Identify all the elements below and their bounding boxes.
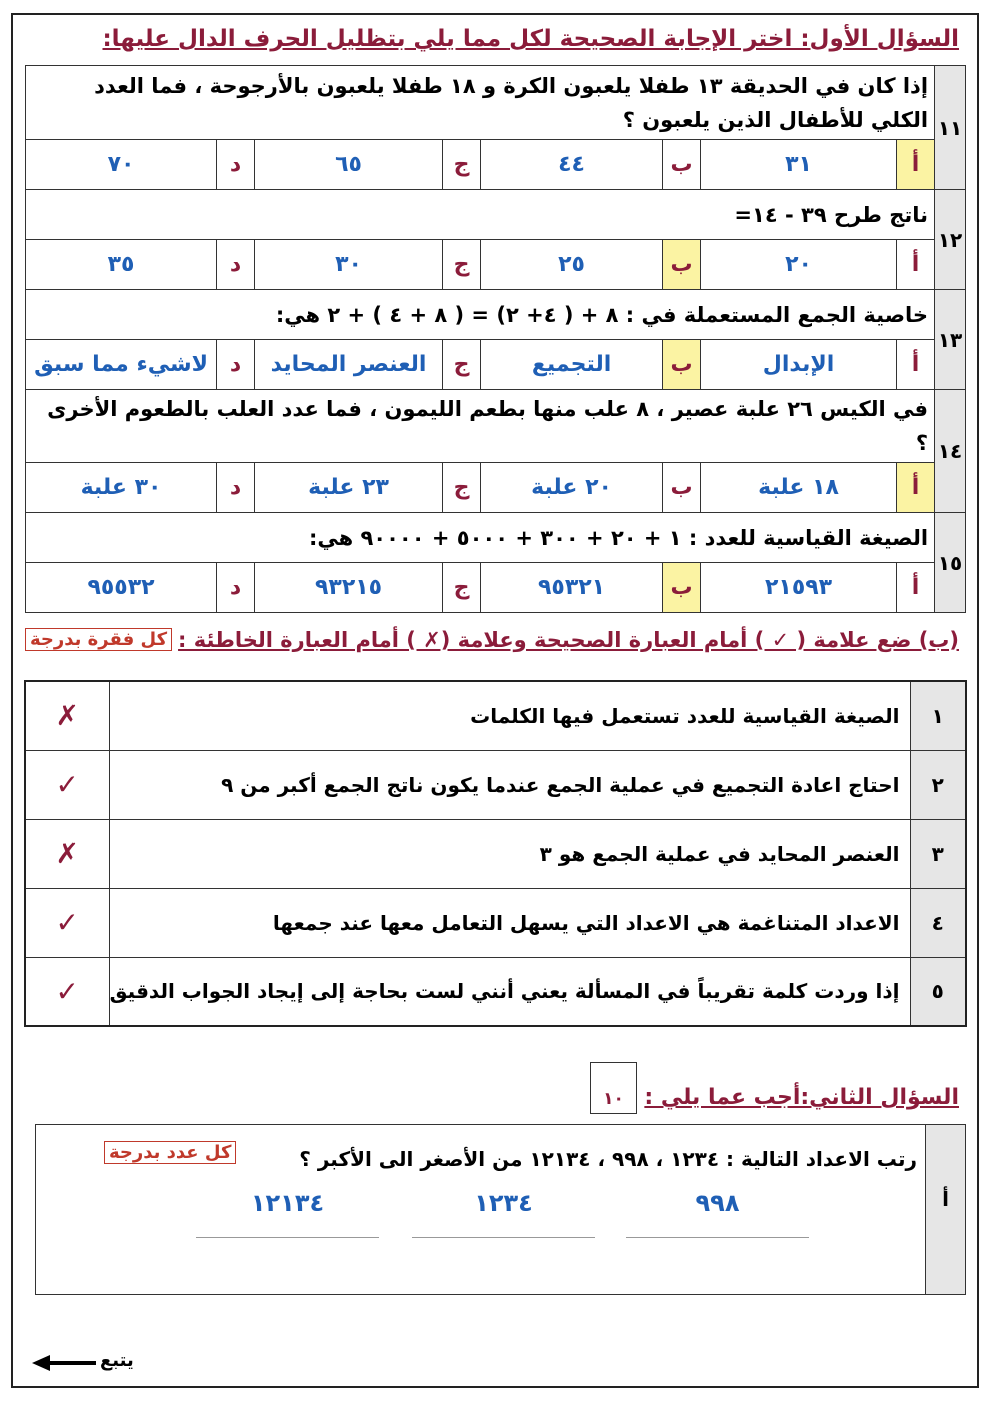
option-letter[interactable]: أ <box>897 240 935 290</box>
next-label: يتبع <box>100 1350 134 1371</box>
statement-text: إذا وردت كلمة تقريباً في المسألة يعني أنني لست بحاجة إلى إيجاد الجواب الدقيق <box>109 957 910 1026</box>
question-number: ١٣ <box>935 290 966 390</box>
options-row <box>26 240 966 290</box>
option-value[interactable]: التجميع <box>481 340 663 390</box>
options-row <box>26 140 966 190</box>
answer-slot-3[interactable] <box>196 1189 379 1238</box>
answer-mark[interactable]: ✓ <box>25 750 109 819</box>
option-value[interactable]: الإبدال <box>701 340 897 390</box>
statement-row <box>25 750 966 819</box>
option-letter[interactable]: ج <box>443 240 481 290</box>
statement-row <box>25 819 966 888</box>
option-letter[interactable]: ب <box>663 140 701 190</box>
statement-row <box>25 957 966 1026</box>
answer-value: ١٢١٣٤ <box>250 1189 325 1217</box>
answer-value: ١٢٣٤ <box>474 1189 533 1217</box>
answer-value: ٩٩٨ <box>695 1189 740 1217</box>
option-value[interactable]: ٢٠ <box>701 240 897 290</box>
option-letter[interactable]: د <box>217 563 255 613</box>
option-value[interactable]: لاشيء مما سبق <box>26 340 217 390</box>
arrow-left-icon <box>32 1353 96 1373</box>
option-letter[interactable]: ب <box>663 240 701 290</box>
option-letter[interactable]: د <box>217 140 255 190</box>
question-number: ١٢ <box>935 190 966 290</box>
statement-number: ١ <box>910 681 966 750</box>
question-number: ١١ <box>935 66 966 190</box>
options-row <box>26 463 966 513</box>
part2-label-cell: أ <box>925 1125 965 1294</box>
option-value[interactable]: ٢٠ علبة <box>481 463 663 513</box>
option-letter[interactable]: ب <box>663 340 701 390</box>
option-letter[interactable]: أ <box>897 563 935 613</box>
option-letter[interactable]: د <box>217 463 255 513</box>
option-letter[interactable]: د <box>217 240 255 290</box>
statement-number: ٥ <box>910 957 966 1026</box>
question-number: ١٤ <box>935 390 966 513</box>
partB-badge: كل فقرة بدرجة <box>25 628 172 651</box>
statement-text: الصيغة القياسية للعدد تستعمل فيها الكلمات <box>109 681 910 750</box>
answer-mark[interactable]: ✗ <box>25 819 109 888</box>
answer-mark[interactable]: ✗ <box>25 681 109 750</box>
part2-question: رتب الاعداد التالية : ١٢٣٤ ، ٩٩٨ ، ١٢١٣٤ من الأصغر الى الأكبر ؟ <box>299 1147 917 1171</box>
option-value[interactable]: ١٨ علبة <box>701 463 897 513</box>
question-text: ناتج طرح ٣٩ - ١٤= <box>26 190 935 240</box>
option-value[interactable]: ٩٥٣٢١ <box>481 563 663 613</box>
option-value[interactable]: ٦٥ <box>255 140 443 190</box>
options-row <box>26 340 966 390</box>
question-number: ١٥ <box>935 513 966 613</box>
part2-box <box>35 1124 966 1295</box>
statement-text: احتاج اعادة التجميع في عملية الجمع عندما يكون ناتج الجمع أكبر من ٩ <box>109 750 910 819</box>
option-letter[interactable]: ب <box>663 563 701 613</box>
question-row <box>26 66 966 140</box>
part1-title: السؤال الأول: اختر الإجابة الصحيحة لكل مما يلي بتظليل الحرف الدال عليها: <box>102 26 959 52</box>
option-letter[interactable]: ج <box>443 463 481 513</box>
question-row <box>26 513 966 563</box>
option-value[interactable]: ٩٣٢١٥ <box>255 563 443 613</box>
question-row <box>26 390 966 463</box>
option-value[interactable]: ٣٠ علبة <box>26 463 217 513</box>
option-letter[interactable]: ج <box>443 140 481 190</box>
option-letter[interactable]: ج <box>443 340 481 390</box>
question-text: الصيغة القياسية للعدد : ١ + ٢٠ + ٣٠٠ + ٥٠٠٠ + ٩٠٠٠٠ هي: <box>26 513 935 563</box>
option-value[interactable]: ٤٤ <box>481 140 663 190</box>
options-row <box>26 563 966 613</box>
tf-table <box>24 680 967 1027</box>
score-box: ١٠ <box>590 1062 637 1114</box>
option-value[interactable]: ٢٥ <box>481 240 663 290</box>
option-value[interactable]: ٧٠ <box>26 140 217 190</box>
statement-number: ٣ <box>910 819 966 888</box>
question-row <box>26 290 966 340</box>
option-letter[interactable]: د <box>217 340 255 390</box>
option-letter[interactable]: أ <box>897 463 935 513</box>
option-value[interactable]: العنصر المحايد <box>255 340 443 390</box>
option-value[interactable]: ٢١٥٩٣ <box>701 563 897 613</box>
statement-text: العنصر المحايد في عملية الجمع هو ٣ <box>109 819 910 888</box>
option-value[interactable]: ٣١ <box>701 140 897 190</box>
mcq-table <box>25 65 966 613</box>
answer-mark[interactable]: ✓ <box>25 888 109 957</box>
option-value[interactable]: ٩٥٥٣٢ <box>26 563 217 613</box>
option-letter[interactable]: ب <box>663 463 701 513</box>
statement-row <box>25 888 966 957</box>
statement-text: الاعداد المتناغمة هي الاعداد التي يسهل التعامل معها عند جمعها <box>109 888 910 957</box>
option-letter[interactable]: أ <box>897 340 935 390</box>
statement-number: ٤ <box>910 888 966 957</box>
statement-number: ٢ <box>910 750 966 819</box>
answer-mark[interactable]: ✓ <box>25 957 109 1026</box>
option-value[interactable]: ٣٥ <box>26 240 217 290</box>
question-text: إذا كان في الحديقة ١٣ طفلا يلعبون الكرة و ١٨ طفلا يلعبون بالأرجوحة ، فما العدد الكلي للأطفال الذين يلعبون ؟ <box>26 66 935 140</box>
question-text: في الكيس ٢٦ علبة عصير ، ٨ علب منها بطعم الليمون ، فما عدد العلب بالطعوم الأخرى ؟ <box>26 390 935 463</box>
answer-slot-2[interactable] <box>412 1189 595 1238</box>
part2-title: السؤال الثاني:أجب عما يلي : <box>644 1085 959 1110</box>
option-letter[interactable]: ج <box>443 563 481 613</box>
question-text: خاصية الجمع المستعملة في : ٨ + ( ٤+ ٢) = ( ٨ + ٤ ) + ٢ هي: <box>26 290 935 340</box>
partB-title: (ب) ضع علامة ( ✓ ) أمام العبارة الصحيحة وعلامة (✗ ) أمام العبارة الخاطئة : <box>178 628 959 652</box>
question-row <box>26 190 966 240</box>
statement-row <box>25 681 966 750</box>
option-value[interactable]: ٣٠ <box>255 240 443 290</box>
option-value[interactable]: ٢٣ علبة <box>255 463 443 513</box>
option-letter[interactable]: أ <box>897 140 935 190</box>
part2-badge: كل عدد بدرجة <box>104 1141 236 1164</box>
answer-slot-1[interactable] <box>626 1189 809 1238</box>
